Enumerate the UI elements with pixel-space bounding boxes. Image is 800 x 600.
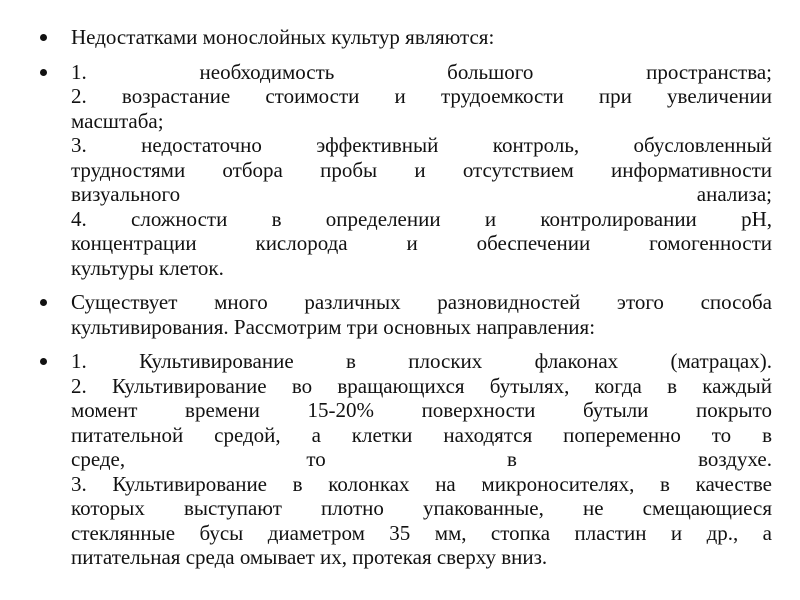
text-line: 4. сложности в определении и контролировании pH, xyxy=(71,206,772,231)
text-line: которых выступают плотно упакованные, не смещающиеся xyxy=(71,496,772,520)
bullet-dot-icon xyxy=(40,358,47,365)
bullet-item-varieties-intro xyxy=(40,290,772,339)
text-line: момент времени 15-20% поверхности бутыли покрыто xyxy=(71,398,772,422)
text-line: культуры клеток. xyxy=(71,255,224,280)
bullet-item-drawbacks-list xyxy=(40,60,772,281)
text-line: 1. необходимость большого пространства; xyxy=(71,59,772,84)
bullet-item-cultivation-methods xyxy=(40,349,772,570)
bullet-dot-icon xyxy=(40,299,47,306)
text-line: 2. возрастание стоимости и трудоемкости при увеличении xyxy=(71,84,772,108)
text-line: трудностями отбора пробы и отсутствием информативности xyxy=(71,157,772,182)
text-line: среде, то в воздухе. xyxy=(71,447,772,471)
bullet-list xyxy=(40,25,772,580)
bullet-dot-icon xyxy=(40,69,47,76)
text-line: стеклянные бусы диаметром 35 мм, стопка пластин и др., а xyxy=(71,520,772,545)
text-line: 1. Культивирование в плоских флаконах (матрацах). xyxy=(71,349,772,373)
text-line: Недостатками монослойных культур являются: xyxy=(71,25,495,49)
text-line: культивирования. Рассмотрим три основных направления: xyxy=(71,314,596,339)
bullet-item-drawbacks-heading xyxy=(40,25,772,50)
text-line: масштаба; xyxy=(71,108,164,133)
text-line: питательной средой, а клетки находятся попеременно то в xyxy=(71,422,772,447)
text-line: 3. Культивирование в колонках на микроносителях, в качестве xyxy=(71,471,772,496)
text-line: визуального анализа; xyxy=(71,182,772,206)
text-line: питательная среда омывает их, протекая сверху вниз. xyxy=(71,545,548,569)
bullet-dot-icon xyxy=(40,34,47,41)
text-line: Существует много различных разновидностей этого способа xyxy=(71,290,772,314)
text-line: 3. недостаточно эффективный контроль, обусловленный xyxy=(71,133,772,157)
text-line: 2. Культивирование во вращающихся бутылях, когда в каждый xyxy=(71,373,772,398)
text-line: концентрации кислорода и обеспечении гомогенности xyxy=(71,231,772,255)
